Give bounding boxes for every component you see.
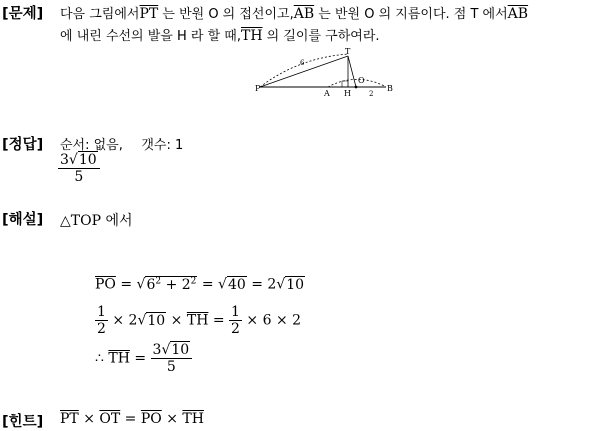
answer-den: 5 [74,169,84,186]
line-to [348,56,356,87]
problem-line1 [60,3,528,22]
half-fraction-2 [229,304,242,337]
equals: = [115,276,137,293]
segment-pt: $\overline{PT}$ [139,6,159,22]
hint-th: $\overline{TH}$ [182,411,204,427]
answer-fraction: $\frac{3√10}{5}$ [58,152,100,185]
problem-text-c: 는 반원 O 의 지름이다. 점 T 에서 [314,7,508,22]
geometry-figure [250,44,410,100]
therefore-symbol: ∴ [95,350,109,367]
length-pt: 6 [300,59,305,67]
six: 6 [146,276,156,293]
result-fraction: $\frac{3√10}{5}$ [151,342,193,375]
problem-text-b: 는 반원 O 의 접선이고, [158,7,294,22]
result-den: 5 [166,359,176,376]
segment-th: $\overline{TH}$ [240,28,263,44]
po-segment: $\overline{PO}$ [95,276,116,293]
segment-ab: $\overline{AB}$ [293,6,315,22]
solution-line1: $\overline{PO} = √6^2 + 2^2 = √40 = 2√10$ [95,276,305,293]
semicircle [328,79,386,87]
answer-value [58,152,100,185]
label-h: H [344,89,351,98]
exp2: 2 [190,276,197,286]
equals3: = 2 [246,276,277,293]
problem-tag: [문제] [2,6,44,22]
solution-line3 [95,342,192,375]
half2-den: 2 [231,321,240,338]
label-o: O [358,76,365,85]
hint-ot: $\overline{OT}$ [99,411,121,427]
label-a: A [324,89,330,98]
hint-times1: × [78,411,100,427]
hint-equals: = [120,411,141,427]
center-dot [355,86,358,89]
result-radicand: 10 [171,342,190,358]
label-b: B [387,84,393,93]
solution-line2: $\frac{1}{2}$ × $2√10 \times \overline{TH}$ = $\frac{1}{2}$ × 6 × 2 [97,304,302,338]
hint-po: $\overline{PO}$ [140,411,162,427]
plus-two: + 2 [161,276,191,293]
equals4: = [208,312,230,329]
solution-tag: [해설] [2,212,44,228]
th-segment: $\overline{TH}$ [186,312,209,329]
equals2: = [197,276,219,293]
exp: 2 [155,276,162,286]
order-label: 순서: 없음, [60,138,123,153]
segment-ab-2: $\overline{AB}$ [507,6,529,22]
hint-pt: $\overline{PT}$ [60,411,79,427]
problem-line2 [60,25,380,44]
half-den: 2 [97,321,106,338]
rhs-product: × 6 × 2 [241,312,302,329]
count-label: 갯수: 1 [141,138,184,153]
hint-formula [60,411,204,427]
hint-tag: [힌트] [2,414,44,430]
radical-10-b: 10 [147,312,166,329]
hint-times2: × [161,411,183,427]
half-num: 1 [97,304,106,320]
th-segment-2: $\overline{TH}$ [108,350,130,367]
half-fraction [95,304,108,337]
radical-10: 10 [286,276,305,293]
solution-intro: △TOP 에서 [60,213,133,229]
radical-40: 40 [227,276,246,293]
result-coef: 3 [152,342,162,358]
half2-num: 1 [231,304,240,320]
radical-6-2 [145,276,197,293]
answer-radicand: 10 [78,152,97,168]
label-p: P [255,84,261,93]
problem-line2-a: 에 내린 수선의 발을 H 라 할 때, [60,29,241,44]
label-t: T [345,47,351,56]
problem-text-a: 다음 그림에서 [60,7,140,22]
times: × [166,312,187,329]
problem-line2-b: 의 길이를 구하여라. [262,29,380,44]
times-two: × 2 [107,312,138,329]
right-angle-mark [342,81,348,87]
equals5: = [129,350,151,367]
answer-tag: [정답] [2,137,44,153]
answer-coef: 3 [60,152,69,168]
length-ob: 2 [369,90,374,98]
